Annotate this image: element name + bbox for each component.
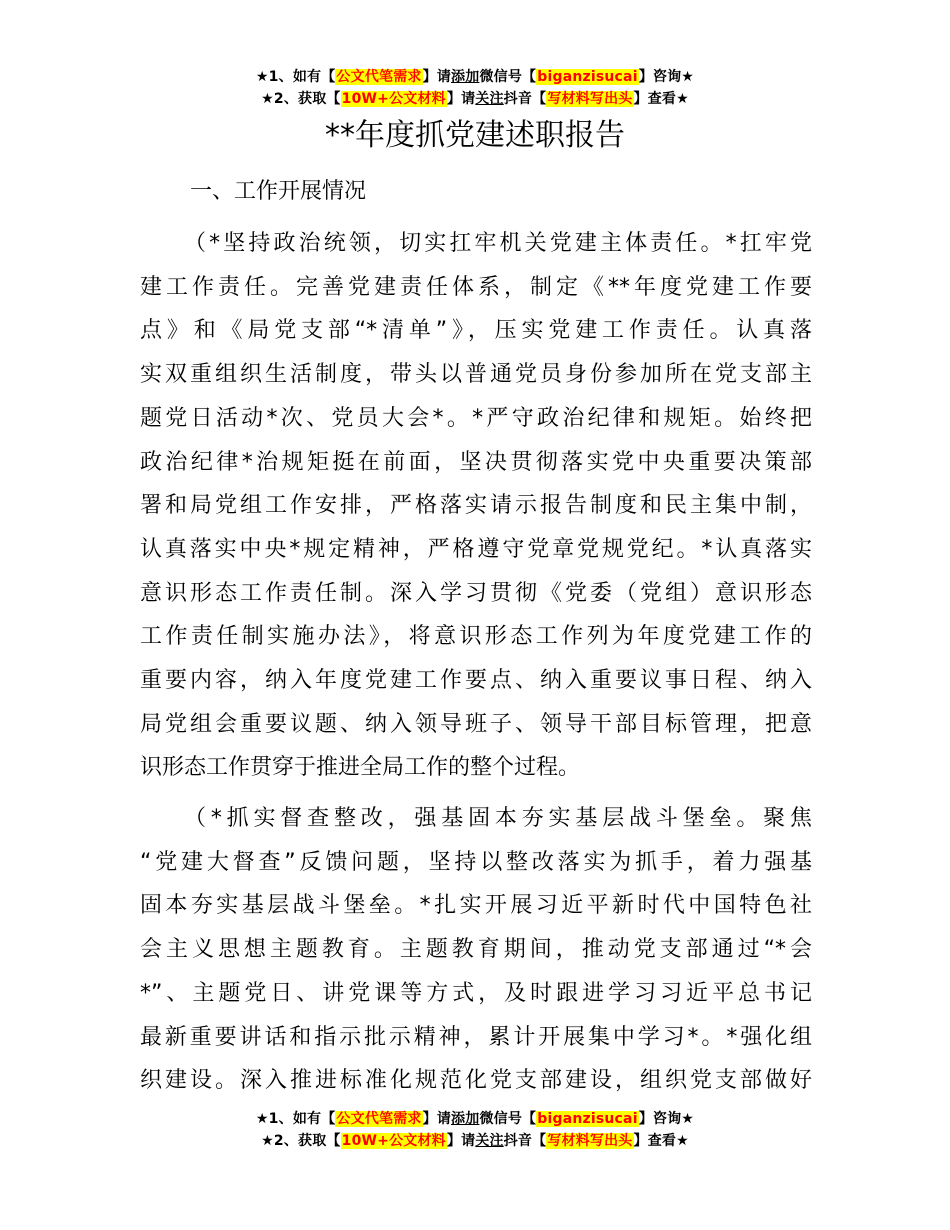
paragraph-line: 识形态工作贯穿于推进全局工作的整个过程。 bbox=[140, 755, 581, 781]
paragraph-line: （*坚持政治统领，切实扛牢机关党建主体责任。*扛牢党 bbox=[184, 231, 812, 256]
promo-line-1 bbox=[0, 1108, 950, 1130]
promo-highlight: 10W+公文材料 bbox=[341, 91, 446, 107]
promo-banner-top bbox=[0, 66, 950, 110]
promo-text: 】查看★ bbox=[633, 91, 689, 107]
paragraph-line: （*抓实督查整改，强基固本夯实基层战斗堡垒。聚焦 bbox=[184, 806, 812, 831]
paragraph-line: 重要内容，纳入年度党建工作要点、纳入重要议事日程、纳入 bbox=[140, 668, 812, 694]
promo-text: ★2、获取【 bbox=[261, 91, 341, 107]
paragraph-line: 政治纪律*治规矩挺在前面，坚决贯彻落实党中央重要决策部 bbox=[140, 449, 812, 475]
promo-text: ★2、获取【 bbox=[261, 1133, 341, 1149]
promo-text: 抖音【 bbox=[503, 1133, 547, 1149]
paragraph-line: 点》和《局党支部“*清单”》，压实党建工作责任。认真落 bbox=[140, 318, 812, 344]
promo-text: 】请 bbox=[422, 1111, 452, 1127]
paragraph-line: 认真落实中央*规定精神，严格遵守党章党规党纪。*认真落实 bbox=[140, 536, 812, 562]
paragraph-line: 织建设。深入推进标准化规范化党支部建设，组织党支部做好 bbox=[140, 1068, 812, 1094]
promo-text: 】咨询★ bbox=[638, 1111, 695, 1127]
promo-text: 】请 bbox=[422, 69, 452, 85]
paragraph-line: *”、主题党日、讲党课等方式，及时跟进学习习近平总书记 bbox=[140, 980, 812, 1006]
promo-underlined-text: 关注 bbox=[475, 1133, 504, 1149]
paragraph-line: 题党日活动*次、党员大会*。*严守政治纪律和规矩。始终把 bbox=[140, 405, 812, 431]
promo-line-2 bbox=[0, 1130, 950, 1152]
promo-text: 】请 bbox=[446, 91, 476, 107]
promo-banner-bottom bbox=[0, 1108, 950, 1152]
promo-highlight: 10W+公文材料 bbox=[341, 1133, 446, 1149]
promo-underlined-text: 添加 bbox=[451, 1111, 480, 1127]
document-title: **年度抓党建述职报告 bbox=[325, 118, 625, 153]
paragraph-line: 建工作责任。完善党建责任体系，制定《**年度党建工作要 bbox=[140, 274, 812, 300]
paragraph-line: 最新重要讲话和指示批示精神，累计开展集中学习*。*强化组 bbox=[140, 1024, 812, 1050]
promo-underlined-text: 添加 bbox=[451, 69, 480, 85]
paragraph-line: 署和局党组工作安排，严格落实请示报告制度和民主集中制， bbox=[140, 493, 812, 519]
body-paragraph-2 bbox=[140, 797, 812, 1103]
promo-line-1 bbox=[0, 66, 950, 88]
promo-highlight: biganzisucai bbox=[537, 1111, 638, 1127]
promo-line-2 bbox=[0, 88, 950, 110]
promo-underlined-text: 关注 bbox=[475, 91, 504, 107]
section-heading: 一、工作开展情况 bbox=[190, 179, 367, 204]
promo-text: 微信号【 bbox=[479, 1111, 537, 1127]
promo-highlight: 公文代笔需求 bbox=[336, 1111, 422, 1127]
body-paragraph-1 bbox=[140, 222, 812, 790]
promo-text: 微信号【 bbox=[479, 69, 537, 85]
paragraph-line: 意识形态工作责任制。深入学习贯彻《党委（党组）意识形态 bbox=[140, 580, 812, 606]
promo-highlight: 公文代笔需求 bbox=[336, 69, 422, 85]
promo-highlight: biganzisucai bbox=[537, 69, 638, 85]
paragraph-line: 会主义思想主题教育。主题教育期间，推动党支部通过“*会 bbox=[140, 937, 812, 963]
promo-text: 】查看★ bbox=[633, 1133, 689, 1149]
paragraph-line: 实双重组织生活制度，带头以普通党员身份参加所在党支部主 bbox=[140, 362, 812, 388]
promo-highlight: 写材料写出头 bbox=[547, 1133, 633, 1149]
promo-text: 抖音【 bbox=[503, 91, 547, 107]
promo-highlight: 写材料写出头 bbox=[547, 91, 633, 107]
paragraph-line: 工作责任制实施办法》，将意识形态工作列为年度党建工作的 bbox=[140, 624, 812, 650]
promo-text: ★1、如有【 bbox=[255, 1111, 336, 1127]
promo-text: ★1、如有【 bbox=[255, 69, 336, 85]
paragraph-line: 局党组会重要议题、纳入领导班子、领导干部目标管理，把意 bbox=[140, 711, 812, 737]
promo-text: 】请 bbox=[446, 1133, 476, 1149]
paragraph-line: 固本夯实基层战斗堡垒。*扎实开展习近平新时代中国特色社 bbox=[140, 893, 812, 919]
paragraph-line: “党建大督查”反馈问题，坚持以整改落实为抓手，着力强基 bbox=[140, 849, 812, 875]
promo-text: 】咨询★ bbox=[638, 69, 695, 85]
